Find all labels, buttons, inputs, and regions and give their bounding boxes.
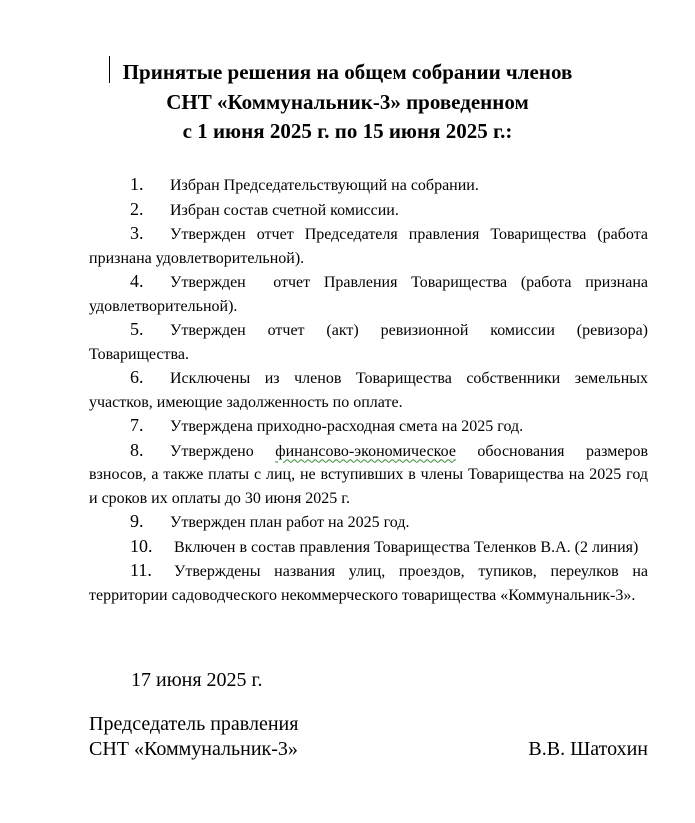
item-text: Избран Председательствующий на собрании. (170, 177, 479, 194)
list-item (89, 535, 648, 560)
title-line-1: Принятые решения на общем собрании членов (122, 60, 573, 84)
document-title (60, 58, 635, 147)
title-line-2: СНТ «Коммунальник-3» проведенном (166, 89, 529, 114)
item-text: Утвержден отчет Председателя правления Товарищества (работа признана удовлетворительной). (89, 226, 648, 267)
list-item (89, 222, 648, 270)
item-number: 4. (130, 271, 144, 291)
title-line-3: с 1 июня 2025 г. по 15 июня 2025 г.: (182, 119, 513, 143)
item-text: Избран состав счетной комиссии. (170, 201, 399, 219)
item-text: Утверждена приходно-расходная смета на 2025 год. (170, 418, 524, 435)
item-number: 2. (130, 198, 144, 219)
spellcheck-marked-word: финансово-экономическое (275, 442, 456, 460)
signer-organization: СНТ «Коммунальник-3» (89, 738, 298, 760)
item-number: 7. (130, 415, 144, 435)
decisions-list (89, 173, 652, 607)
item-text: Исключены из членов Товарищества собственники земельных участков, имеющие задолженность по оплате. (89, 370, 648, 411)
list-item (89, 173, 648, 198)
item-number: 1. (130, 174, 144, 194)
list-item (89, 510, 648, 535)
item-number: 3. (130, 223, 144, 243)
list-item (89, 198, 648, 223)
list-item (89, 366, 648, 414)
list-item (89, 270, 652, 318)
signer-name: В.В. Шатохин (528, 738, 648, 760)
item-number: 5. (130, 319, 144, 339)
item-text: Утверждены названия улиц, проездов, тупиков, переулков на территории садоводческого некоммерческого товарищества «Коммунальник-3». (89, 563, 648, 604)
signature-row (89, 737, 648, 762)
document-date: 17 июня 2025 г. (131, 669, 263, 691)
signer-position: Председатель правления (89, 713, 299, 735)
item-number: 10. (130, 535, 153, 556)
item-text-start: Утверждено (170, 442, 276, 460)
item-text: Утвержден отчет Правления Товарищества (работа признана удовлетворительной). (89, 274, 652, 315)
item-number: 8. (130, 439, 144, 460)
item-text: Включен в состав правления Товарищества Теленков В.А. (2 линия) (174, 538, 639, 556)
item-text: Утвержден план работ на 2025 год. (170, 514, 410, 531)
list-item (89, 559, 648, 607)
item-text: Утвержден отчет (акт) ревизионной комиссии (ревизора) Товарищества. (89, 322, 648, 363)
item-text-end: обоснования размеров взносов, а также платы с лиц, не вступивших в члены Товарищества на 2025 год и сроков их оплаты до 30 июня 2025 г. (89, 442, 652, 507)
list-item (89, 439, 652, 511)
item-number: 11. (130, 560, 152, 580)
list-item (89, 318, 648, 366)
item-number: 6. (130, 367, 144, 387)
list-item (89, 414, 648, 439)
signature-block (89, 712, 648, 762)
item-number: 9. (130, 511, 144, 531)
